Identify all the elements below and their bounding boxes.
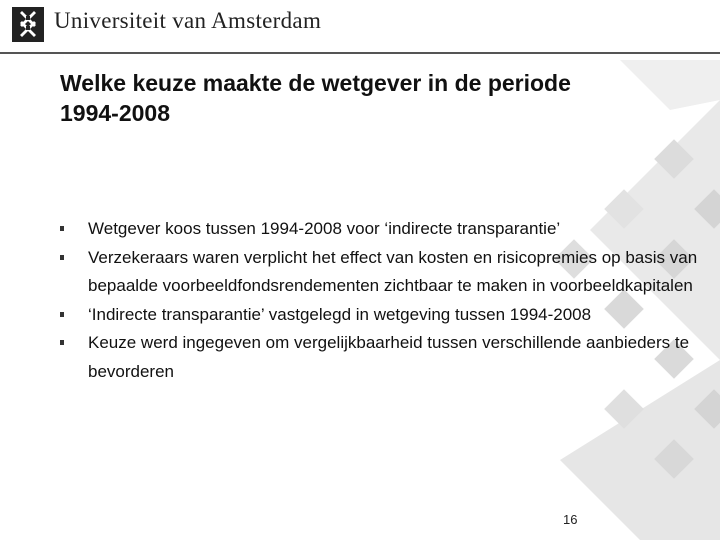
bullet-item (60, 329, 700, 386)
uva-shield-icon (12, 7, 44, 42)
header-divider (0, 52, 720, 54)
bullet-item (60, 301, 700, 330)
square-bullet-icon (60, 255, 64, 260)
square-bullet-icon (60, 226, 64, 231)
bullet-text: ‘Indirecte transparantie’ vastgelegd in wetgeving tussen 1994-2008 (88, 304, 592, 324)
bullet-item (60, 244, 700, 301)
bullet-item (60, 215, 700, 244)
bullet-text: Wetgever koos tussen 1994-2008 voor ‘indirecte transparantie’ (88, 219, 561, 238)
university-name: Universiteit van Amsterdam (54, 8, 322, 33)
bullet-text: Verzekeraars waren verplicht het effect van kosten en risicopremies op basis van bepaalde voorbeeldfondsrendementen zichtbaar te maken in voorbeeldkapitalen (88, 247, 698, 295)
bullet-text: Keuze werd ingegeven om vergelijkbaarheid tussen verschillende aanbieders te bevorderen (88, 333, 690, 381)
slide-title: Welke keuze maakte de wetgever in de periode 1994-2008 (60, 70, 571, 126)
page-number: 16 (563, 512, 578, 527)
square-bullet-icon (60, 312, 64, 317)
square-bullet-icon (60, 340, 64, 345)
bullet-list (60, 215, 700, 386)
